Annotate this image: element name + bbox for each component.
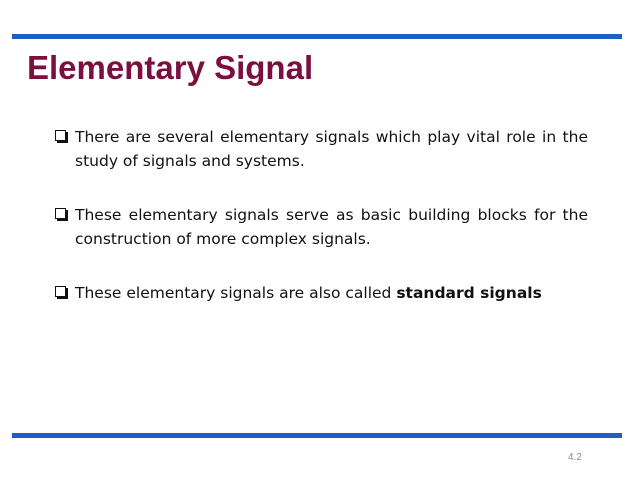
bullet-item <box>53 203 588 251</box>
top-divider <box>12 34 622 39</box>
bullet-bold-text: standard signals <box>396 284 542 302</box>
bullet-list <box>53 125 588 335</box>
bullet-text: These elementary signals serve as basic building blocks for the construction of more complex signals. <box>75 206 588 248</box>
checkbox-square-icon <box>55 208 66 219</box>
bullet-text: These elementary signals are also called <box>75 284 397 302</box>
bullet-item <box>53 281 588 305</box>
page-number: 4.2 <box>568 452 582 463</box>
slide-title: Elementary Signal <box>27 49 314 86</box>
bottom-divider <box>12 433 622 438</box>
checkbox-square-icon <box>55 286 66 297</box>
checkbox-square-icon <box>55 130 66 141</box>
bullet-item <box>53 125 588 173</box>
bullet-text: There are several elementary signals which play vital role in the study of signals and systems. <box>75 128 588 170</box>
